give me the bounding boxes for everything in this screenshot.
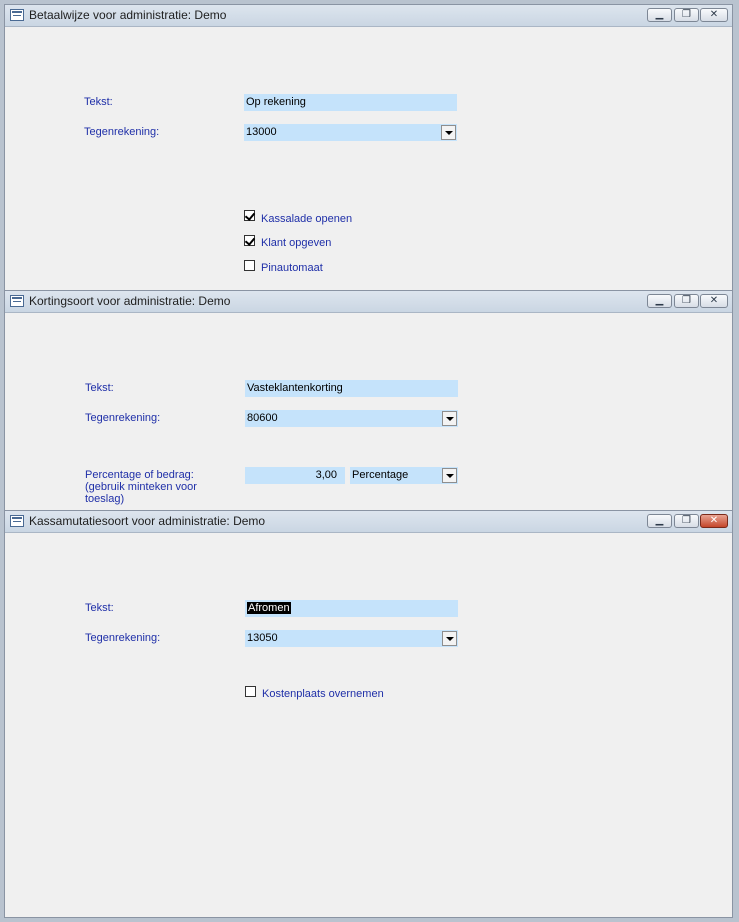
percentage-input[interactable]: 3,00 bbox=[245, 467, 345, 484]
tekst-value-selected: Afromen bbox=[248, 602, 290, 614]
checkbox-pinautomaat[interactable] bbox=[244, 260, 255, 271]
tegenrekening-value: 80600 bbox=[247, 412, 278, 424]
checkbox-klant-opgeven[interactable] bbox=[244, 235, 255, 246]
tegenrekening-label: Tegenrekening: bbox=[85, 412, 161, 424]
window-kassamutatiesoort bbox=[4, 510, 733, 918]
tekst-input[interactable]: Op rekening bbox=[244, 94, 457, 111]
checkbox-label-pinautomaat: Pinautomaat bbox=[261, 262, 323, 274]
tekst-input[interactable]: Vasteklantenkorting bbox=[245, 380, 458, 397]
form-icon bbox=[10, 515, 24, 527]
percentage-label: Percentage of bedrag: (gebruik minteken voor toeslag) bbox=[85, 469, 197, 505]
window-betaalwijze bbox=[4, 4, 733, 304]
tekst-label: Tekst: bbox=[85, 602, 114, 614]
window-kortingsoort bbox=[4, 290, 733, 520]
tegenrekening-label: Tegenrekening: bbox=[85, 632, 161, 644]
form-icon bbox=[10, 295, 24, 307]
restore-icon[interactable]: ❐ bbox=[674, 8, 699, 22]
restore-icon[interactable]: ❐ bbox=[674, 514, 699, 528]
minimize-icon[interactable]: ▁ bbox=[647, 8, 672, 22]
tegenrekening-select[interactable] bbox=[245, 410, 458, 427]
restore-icon[interactable]: ❐ bbox=[674, 294, 699, 308]
type-value: Percentage bbox=[352, 469, 409, 481]
close-icon[interactable]: ✕ bbox=[700, 294, 728, 308]
checkbox-label-klant-opgeven: Klant opgeven bbox=[261, 237, 332, 249]
dropdown-arrow-icon[interactable] bbox=[441, 125, 456, 140]
dropdown-arrow-icon[interactable] bbox=[442, 411, 457, 426]
titlebar[interactable] bbox=[5, 291, 732, 313]
close-icon[interactable]: ✕ bbox=[700, 8, 728, 22]
checkbox-kostenplaats-overnemen[interactable] bbox=[245, 686, 256, 697]
checkbox-kassalade-openen[interactable] bbox=[244, 210, 255, 221]
tegenrekening-label: Tegenrekening: bbox=[84, 126, 160, 138]
titlebar[interactable] bbox=[5, 5, 732, 27]
minimize-icon[interactable]: ▁ bbox=[647, 514, 672, 528]
titlebar[interactable] bbox=[5, 511, 732, 533]
tekst-label: Tekst: bbox=[84, 96, 113, 108]
window-title: Betaalwijze voor administratie: Demo bbox=[29, 8, 227, 22]
minimize-icon[interactable]: ▁ bbox=[647, 294, 672, 308]
dropdown-arrow-icon[interactable] bbox=[442, 631, 457, 646]
window-title: Kortingsoort voor administratie: Demo bbox=[29, 294, 231, 308]
tekst-label: Tekst: bbox=[85, 382, 114, 394]
tegenrekening-value: 13050 bbox=[247, 632, 278, 644]
form-icon bbox=[10, 9, 24, 21]
tegenrekening-select[interactable] bbox=[245, 630, 458, 647]
close-icon[interactable]: ✕ bbox=[700, 514, 728, 528]
tegenrekening-select[interactable] bbox=[244, 124, 457, 141]
type-select[interactable] bbox=[350, 467, 458, 484]
dropdown-arrow-icon[interactable] bbox=[442, 468, 457, 483]
checkbox-label-kostenplaats-overnemen: Kostenplaats overnemen bbox=[262, 688, 384, 700]
tekst-input[interactable] bbox=[245, 600, 458, 617]
tegenrekening-value: 13000 bbox=[246, 126, 277, 138]
checkbox-label-kassalade-openen: Kassalade openen bbox=[261, 213, 353, 225]
window-title: Kassamutatiesoort voor administratie: Demo bbox=[29, 514, 266, 528]
